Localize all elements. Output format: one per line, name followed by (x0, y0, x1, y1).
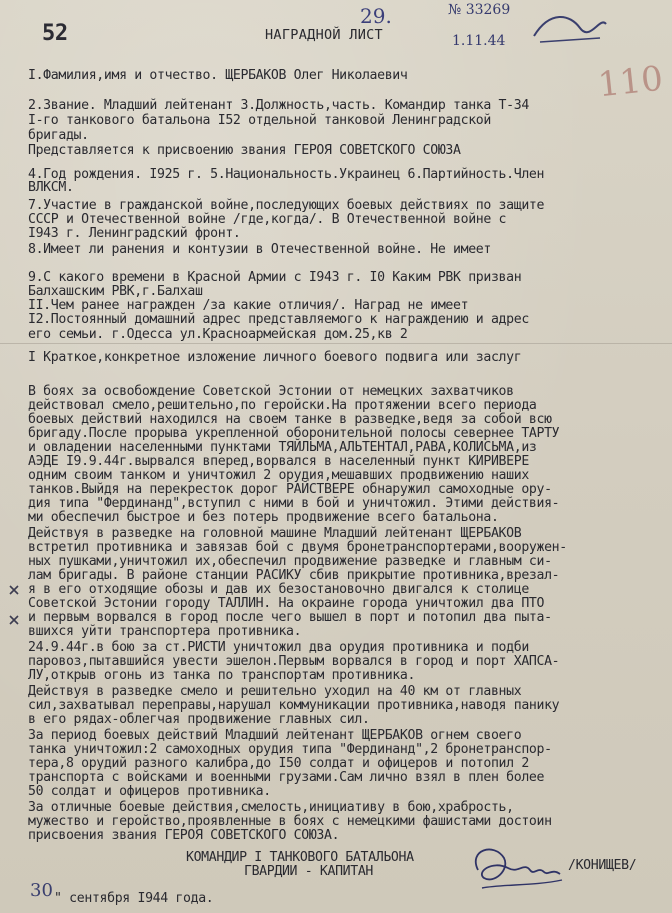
body-line: тера,8 орудий разного калибра,до I50 солдат и офицеров и потопил 2 (28, 756, 529, 771)
ledger-scribble (530, 6, 610, 46)
body-line: паровоз,пытавшийся увести эшелон.Первым ворвался в город и порт ХАПСА- (28, 654, 560, 669)
field-party-cont: ВЛКСМ. (28, 180, 74, 195)
document-title: НАГРАДНОЙ ЛИСТ (265, 27, 383, 43)
body-line: Действуя в разведке смело и решительно уходил на 40 км от главных (28, 684, 522, 699)
body-line: За отличные боевые действия,смелость,инициативу в бою,храбрость, (28, 800, 514, 815)
body-line: присвоения звания ГЕРОЯ СОВЕТСКОГО СОЮЗА. (28, 828, 340, 843)
page-number: 52 (42, 21, 68, 46)
date-line: " сентября I944 года. (54, 891, 214, 906)
field-prior-awards: II.Чем ранее награжден /за какие отличия/. Наград не имеет (28, 298, 469, 313)
body-line: В боях за освобождение Советской Эстонии от немецких захватчиков (28, 384, 514, 399)
handwritten-ledger-code: № 33269 (448, 2, 511, 18)
body-line: танков.Выйдя на перекресток дорог РАЙСТВЕРЕ обнаружил самоходные ору- (28, 482, 552, 497)
field-rank-position: 2.Звание. Младший лейтенант 3.Должность,часть. Командир танка Т-34 (28, 98, 529, 113)
body-line: в его рядах-облегчая продвижение главных сил. (28, 712, 370, 727)
field-war-participation-2: СССР и Отечественной войне /где,когда/. В Отечественной войне с (28, 212, 507, 227)
body-line: действовал смело,решительно,по геройски.На протяжении всего периода (28, 398, 537, 413)
body-line: встретил противника и завязав бой с двумя бронетранспортерами,вооружен- (28, 540, 567, 555)
body-line: я в его отходящие обозы и дав их безостановочно двигался к столице (28, 582, 529, 597)
body-line: одним своим танком и уничтожил 2 орудия,мешавших продвижению наших (28, 468, 529, 483)
body-line: и овладении населенными пунктами ТЯЙЛЬМА,АЛЬТЕНТАЛ,РАВА,КОЛИСЬМА,из (28, 440, 537, 455)
body-line: 24.9.44г.в бою за ст.РИСТИ уничтожил два орудия противника и подби (28, 640, 529, 655)
body-line: лам бригады. В районе станции РАСИКУ сбив прикрытие противника,врезал- (28, 568, 560, 583)
body-line: ных пушками,уничтожил их,обеспечил продвижение разведке и главным си- (28, 554, 552, 569)
section-divider (0, 343, 672, 344)
margin-marks (0, 580, 40, 640)
handwritten-number: 29. (360, 4, 392, 28)
body-line: сил,захватывал переправы,нарушал коммуникации противника,наводя панику (28, 698, 560, 713)
red-stamp-number: 110 (596, 58, 665, 106)
body-line: вшихся уйти транспортера противника. (28, 624, 302, 639)
body-line: мужество и геройство,проявленные в боях с немецкими фашистами достоин (28, 814, 552, 829)
body-line: боевых действий находился на своем танке в разведке,ведя за собой всю (28, 412, 552, 427)
field-unit-cont: бригады. (28, 128, 89, 143)
field-address-2: его семьи. г.Одесса ул.Красноармейская дом.25,кв 2 (28, 327, 408, 342)
body-line: бригаду.После прорыва укрепленной оборонительной полосы севернее ТАРТУ (28, 426, 560, 441)
handwritten-ledger-date: 1.11.44 (452, 33, 506, 49)
section-heading: I Краткое,конкретное изложение личного боевого подвига или заслуг (28, 350, 522, 365)
field-address: I2.Постоянный домашний адрес представляемого к награждению и адрес (28, 312, 529, 327)
handwritten-signature (464, 840, 564, 900)
field-draft-office: Балхашским РВК,г.Балхаш (28, 284, 203, 299)
body-line: дия типа "Фердинанд",вступил с ними в бой и уничтожил. Этими действия- (28, 496, 560, 511)
commander-title: КОМАНДИР I ТАНКОВОГО БАТАЛЬОНА (186, 850, 414, 865)
body-line: транспорта с войсками и военными грузами.Сам лично взял в плен более (28, 770, 545, 785)
body-line: ЛУ,открыв огонь из танка по транспортам противника. (28, 668, 416, 683)
field-name: I.Фамилия,имя и отчество. ЩЕРБАКОВ Олег Николаевич (28, 68, 408, 83)
handwritten-day: 30 (30, 880, 53, 901)
body-line: танка уничтожил:2 самоходных орудия типа "Фердинанд",2 бронетранспор- (28, 742, 552, 757)
body-line: За период боевых действий Младший лейтенант ЩЕРБАКОВ огнем своего (28, 728, 522, 743)
body-line: ми обеспечил быстрое и без потерь продвижение всего батальона. (28, 510, 499, 525)
body-line: и первым ворвался в город после чего вышел в порт и потопил два пыта- (28, 610, 552, 625)
field-unit: I-го танкового батальона I52 отдельной танковой Ленинградской (28, 113, 491, 128)
body-line: Действуя в разведке на головной машине Младший лейтенант ЩЕРБАКОВ (28, 526, 522, 541)
body-line: 50 солдат и офицеров противника. (28, 784, 271, 799)
field-wounds: 8.Имеет ли ранения и контузии в Отечественной войне. Не имеет (28, 242, 491, 257)
commander-rank: ГВАРДИИ - КАПИТАН (244, 864, 374, 879)
field-birth-nationality-party: 4.Год рождения. I925 г. 5.Национальность.Украинец 6.Партийность.Член (28, 167, 545, 182)
body-line: АЭДЕ I9.9.44г.вырвался вперед,ворвался в населенный пункт КИРИВЕРЕ (28, 454, 529, 469)
field-war-participation: 7.Участие в гражданской войне,последующих боевых действиях по защите (28, 198, 545, 213)
field-war-participation-3: I943 г. Ленинградский фронт. (28, 226, 241, 241)
field-army-since: 9.С какого времени в Красной Армии с I943 г. I0 Каким РВК призван (28, 270, 522, 285)
nomination-line: Представляется к присвоению звания ГЕРОЯ СОВЕТСКОГО СОЮЗА (28, 143, 461, 158)
body-line: Советской Эстонии городу ТАЛЛИН. На окраине города уничтожил два ПТО (28, 596, 545, 611)
commander-name: /КОНИЩЕВ/ (568, 858, 637, 873)
